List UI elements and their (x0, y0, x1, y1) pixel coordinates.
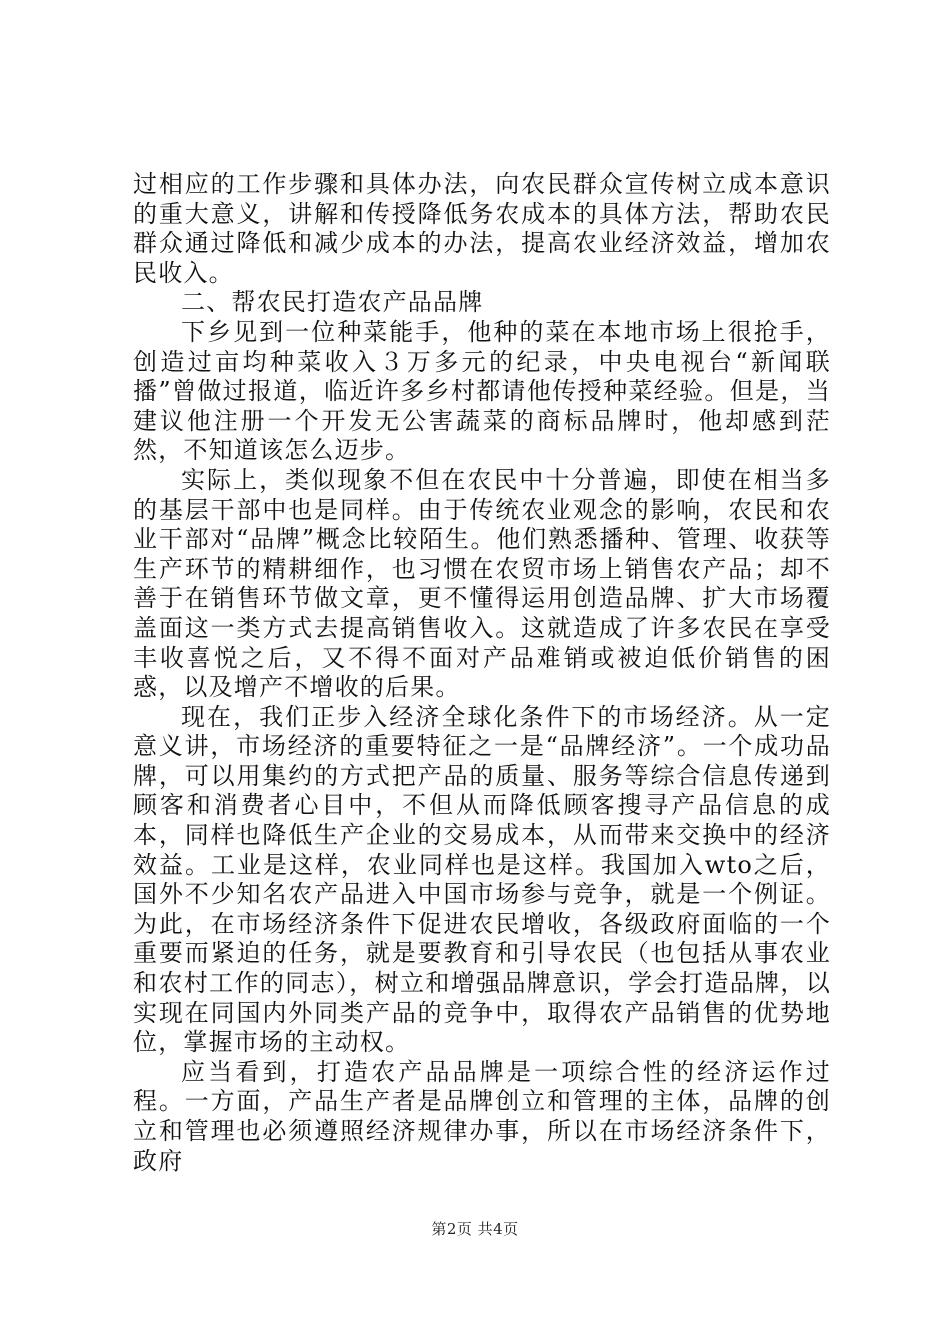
paragraph: 过相应的工作步骤和具体办法，向农民群众宣传树立成本意识的重大意义，讲解和传授降低务农成本的具体方法，帮助农民群众通过降低和减少成本的办法，提高农业经济效益，增加农民收入。 (133, 170, 831, 287)
paragraph: 实际上，类似现象不但在农民中十分普遍，即使在相当多的基层干部中也是同样。由于传统农业观念的影响，农民和农业干部对“品牌”概念比较陌生。他们熟悉播种、管理、收获等生产环节的精耕细作，也习惯在农贸市场上销售农产品；却不善于在销售环节做文章，更不懂得运用创造品牌、扩大市场覆盖面这一类方式去提高销售收入。这就造成了许多农民在享受丰收喜悦之后，又不得不面对产品难销或被迫低价销售的困惑，以及增产不增收的后果。 (133, 465, 831, 702)
paragraph: 现在，我们正步入经济全球化条件下的市场经济。从一定意义讲，市场经济的重要特征之一是“品牌经济”。一个成功品牌，可以用集约的方式把产品的质量、服务等综合信息传递到顾客和消费者心目中，不但从而降低顾客搜寻产品信息的成本，同样也降低生产企业的交易成本，从而带来交换中的经济效益。工业是这样，农业同样也是这样。我国加入wto之后，国外不少知名农产品进入中国市场参与竞争，就是一个例证。为此，在市场经济条件下促进农民增收，各级政府面临的一个重要而紧迫的任务，就是要教育和引导农民（也包括从事农业和农村工作的同志），树立和增强品牌意识，学会打造品牌，以实现在同国内外同类产品的竞争中，取得农产品销售的优势地位，掌握市场的主动权。 (133, 702, 831, 1057)
section-heading: 二、帮农民打造农产品品牌 (181, 288, 484, 317)
document-body (133, 170, 831, 1176)
page-number-footer: 第2页 共4页 (431, 1220, 519, 1238)
paragraph: 下乡见到一位种菜能手，他种的菜在本地市场上很抢手，创造过亩均种菜收入３万多元的纪录，中央电视台“新闻联播”曾做过报道，临近许多乡村都请他传授种菜经验。但是，当建议他注册一个开发无公害蔬菜的商标品牌时，他却感到茫然，不知道该怎么迈步。 (133, 317, 831, 465)
paragraph: 应当看到，打造农产品品牌是一项综合性的经济运作过程。一方面，产品生产者是品牌创立和管理的主体，品牌的创立和管理也必须遵照经济规律办事，所以在市场经济条件下，政府 (133, 1057, 831, 1175)
